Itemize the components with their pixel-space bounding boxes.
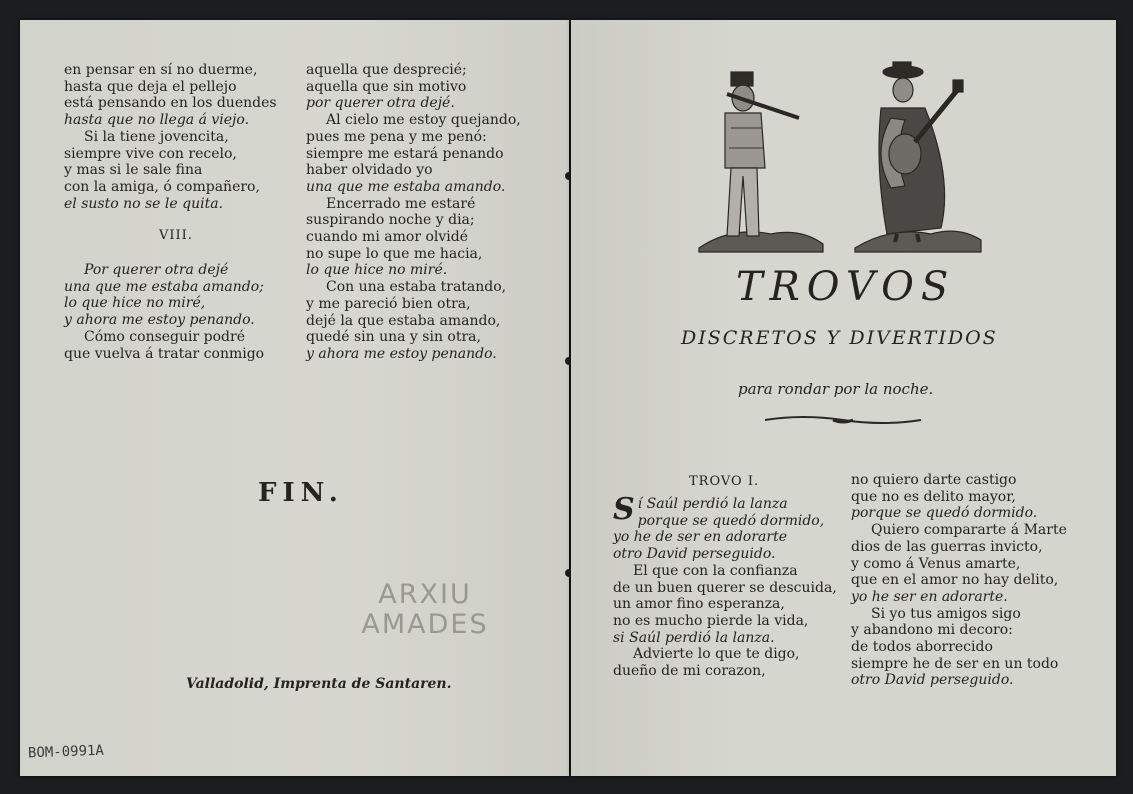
verse-line: Encerrado me estaré [326,195,476,212]
verse-line: porque se quedó dormido. [851,505,1038,522]
verse-line: y abandono mi decoro: [851,622,1013,639]
section-heading-trovo-i: TROVO I. [689,474,760,489]
verse-line: una que me estaba amando. [306,178,506,195]
catalog-number: BOM-0991A [27,742,105,762]
verse-line: hasta que no llega á viejo. [64,112,250,129]
verse-line: dios de las guerras invicto, [851,538,1043,555]
verse-line: que no es delito mayor, [851,488,1016,505]
woodcut-illustration [691,58,991,258]
guitar-player-figure [855,62,981,252]
verse-line: y como á Venus amarte, [851,555,1021,572]
verse-line: si Saúl perdió la lanza. [613,629,775,646]
verse-line: Con una estaba tratando, [326,279,507,296]
imprint: Valladolid, Imprenta de Santaren. [186,676,452,692]
verse-line: otro David perseguido. [613,546,776,563]
left-column-2 [306,62,521,363]
flute-player-figure [699,72,823,252]
left-page [20,20,569,776]
verse-line: quedé sin una y sin otra, [306,329,481,346]
drop-cap: S [613,492,635,527]
page-title: TROVOS [736,264,956,310]
verse-line: El que con la confianza [633,562,798,579]
verse-line: yo he de ser en adorarte [613,529,787,546]
verse-line: no quiero darte castigo [851,472,1017,488]
left-column-1-top [64,62,277,212]
verse-line: no es mucho pierde la vida, [613,612,809,629]
verse-line: hasta que deja el pellejo [64,78,237,95]
right-page [571,20,1116,776]
right-column-2 [851,472,1067,689]
verse-line: dueño de mi corazon, [613,663,766,680]
verse-line: por querer otra dejé. [306,95,455,112]
verse-line: Cómo conseguir podré [84,328,245,345]
right-column-1 [613,492,843,680]
verse-line: de todos aborrecido [851,639,993,656]
left-column-1-bottom [64,262,264,362]
page-subtitle: DISCRETOS Y DIVERTIDOS [681,327,998,349]
verse-line: de un buen querer se descuida, [613,579,837,596]
fin-label: FIN. [258,478,344,508]
verse-line: aquella que sin motivo [306,78,467,95]
verse-line: una que me estaba amando; [64,278,264,295]
verse-line: siempre vive con recelo, [64,145,237,162]
verse-line: aquella que desprecié; [306,62,467,78]
verse-line: pues me pena y me penó: [306,128,487,145]
verse-line: con la amiga, ó compañero, [64,178,260,195]
verse-line: un amor fino esperanza, [613,596,785,613]
verse-line: y me pareció bien otra, [306,295,471,312]
verse-line: y mas si le sale fina [64,162,203,179]
verse-line: lo que hice no miré, [64,295,206,312]
verse-line: en pensar en sí no duerme, [64,62,258,78]
verse-line: dejé la que estaba amando, [306,312,501,329]
verse-line: y ahora me estoy penando. [306,345,497,362]
verse-line: Quiero compararte á Marte [871,522,1067,539]
verse-line: haber olvidado yo [306,162,433,179]
page-tagline: para rondar por la noche. [738,380,934,398]
verse-line: otro David perseguido. [851,672,1014,689]
verse-line: y ahora me estoy penando. [64,312,255,329]
stamp-line-1: ARXIU [378,579,472,610]
verse-line: el susto no se le quita. [64,195,224,212]
verse-line: Al cielo me estoy quejando, [326,112,521,129]
verse-line: está pensando en los duendes [64,95,277,112]
section-heading-viii: VIII. [159,228,193,243]
verse-line: Si la tiene jovencita, [84,128,229,145]
verse-line: siempre he de ser en un todo [851,655,1059,672]
stamp-line-2: AMADES [361,609,489,640]
archive-stamp [355,580,495,664]
verse-line: siempre me estará penando [306,145,504,162]
verse-line: que vuelva á tratar conmigo [64,345,265,362]
verse-line: suspirando noche y dia; [306,212,475,229]
verse-line: cuando mi amor olvidé [306,229,468,246]
ornamental-divider [763,412,923,428]
verse-line: lo que hice no miré. [306,262,448,279]
verse-line: porque se quedó dormido, [637,512,825,529]
verse-line: Por querer otra dejé [84,262,229,278]
verse-line: yo he ser en adorarte. [851,588,1008,605]
verse-line: Advierte lo que te digo, [633,646,800,663]
verse-line: í Saúl perdió la lanza [637,496,788,512]
verse-line: no supe lo que me hacia, [306,245,483,262]
verse-line: que en el amor no hay delito, [851,572,1059,589]
verse-line: Si yo tus amigos sigo [871,605,1021,622]
